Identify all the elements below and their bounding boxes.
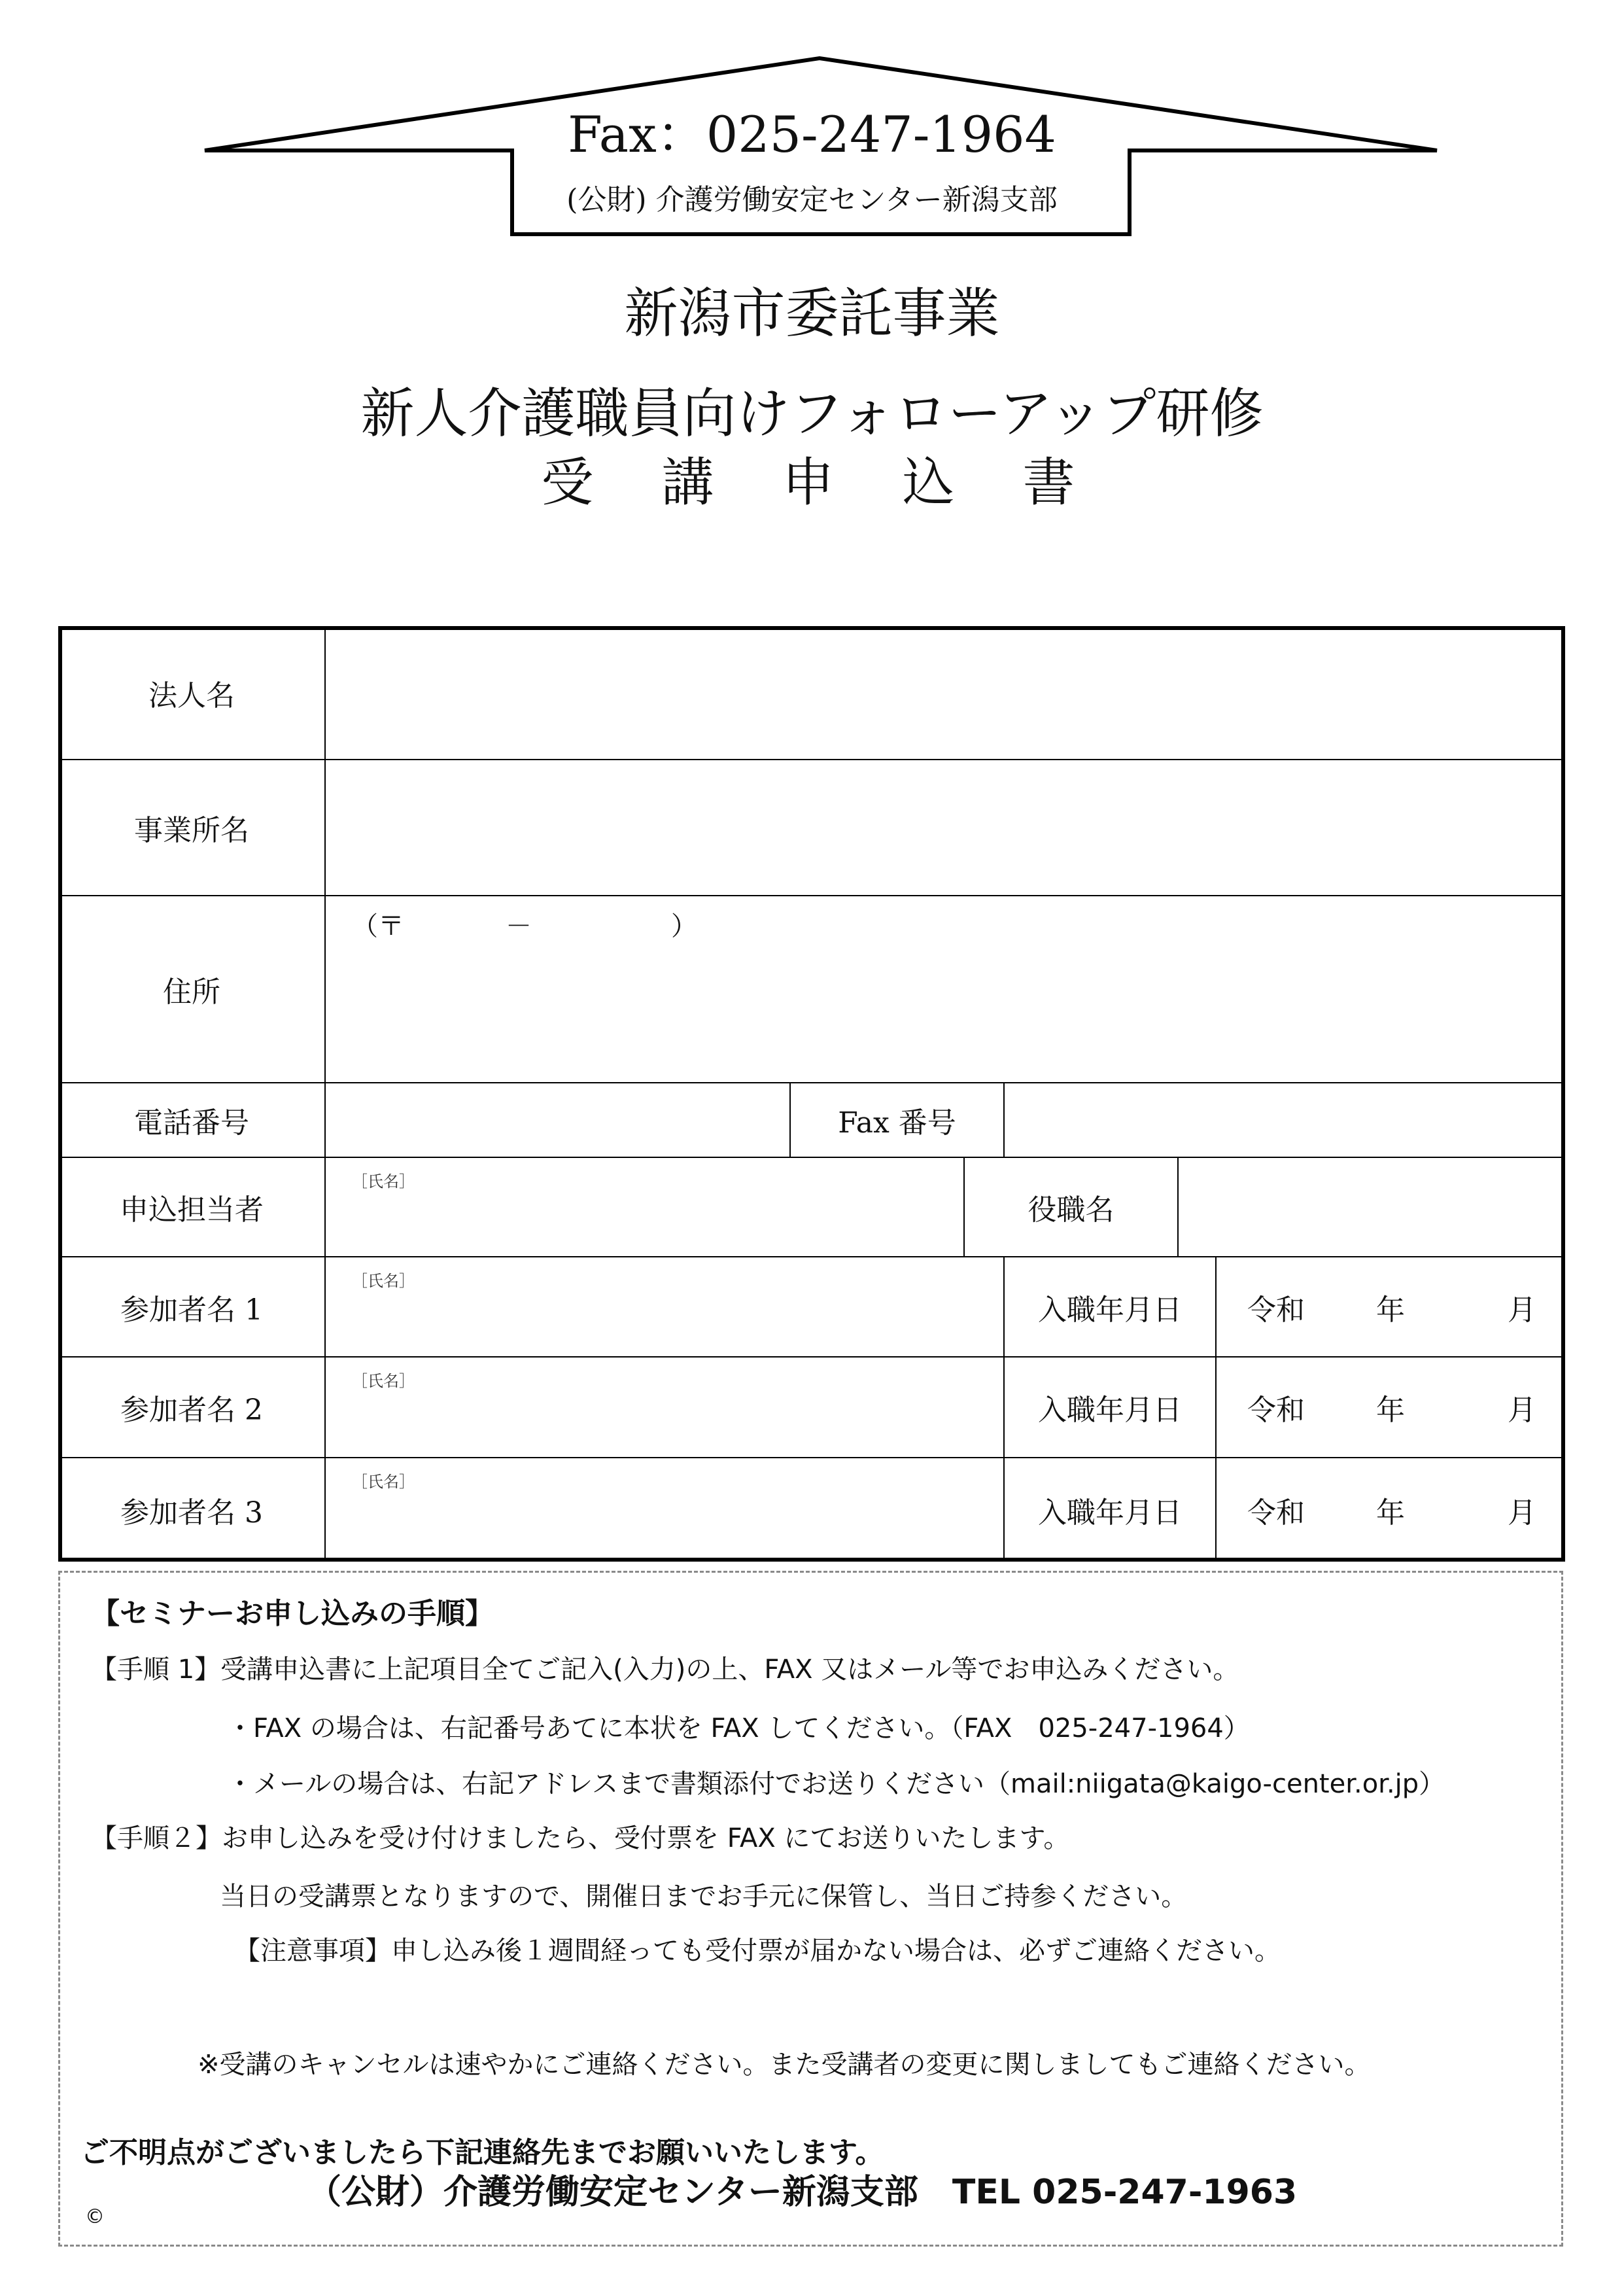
office-label (58, 760, 325, 896)
applicant-label-text: 申込担当者 (120, 1193, 264, 1227)
participant-1-hire-date-label (1004, 1257, 1216, 1357)
hire-date-label-text: 入職年月日 (1038, 1393, 1182, 1427)
fax-label-text: Fax 番号 (838, 1106, 956, 1140)
participant-2-hire-date-field[interactable] (1216, 1357, 1565, 1458)
hire-date-label-text: 入職年月日 (1038, 1293, 1182, 1327)
fax-field[interactable] (1004, 1083, 1565, 1157)
participant-2-name-field[interactable] (325, 1357, 1004, 1458)
title-commission: 新潟市委託事業 (624, 283, 1000, 345)
name-hint: ［氏名］ (352, 1473, 415, 1491)
position-label (964, 1157, 1178, 1257)
instruction-cancel-note: ※受講のキャンセルは速やかにご連絡ください。また受講者の変更に関しましてもご連絡ください。 (198, 2050, 1371, 2080)
instruction-step-1: 【手順 1】受講申込書に上記項目全てご記入(入力)の上、FAX 又はメール等でお申込みください。 (91, 1655, 1239, 1685)
phone-label-text: 電話番号 (134, 1106, 249, 1140)
instruction-step-2-note: 当日の受講票となりますので、開催日までお手元に保管し、当日ご持参ください。 (220, 1882, 1188, 1912)
phone-field[interactable] (325, 1083, 790, 1157)
participant-2-hire-date-label (1004, 1357, 1216, 1458)
era-text: 令和 (1247, 1293, 1305, 1327)
participant-2-label (58, 1357, 325, 1458)
corporation-label-text: 法人名 (148, 679, 235, 712)
office-field[interactable] (325, 760, 1565, 896)
instruction-step-1-mail: ・メールの場合は、右記アドレスまで書類添付でお送りください（mail:niigata@kaigo-center.or.jp） (227, 1769, 1445, 1799)
header-organization: (公財) 介護労働安定センター新潟支部 (566, 183, 1058, 217)
hire-date-label-text: 入職年月日 (1038, 1496, 1182, 1530)
copyright-mark: © (85, 2205, 105, 2228)
participant-1-label-text: 参加者名 1 (120, 1293, 263, 1327)
era-text: 令和 (1247, 1496, 1305, 1530)
corporation-field[interactable] (325, 626, 1565, 760)
name-hint: ［氏名］ (352, 1172, 415, 1191)
corporation-label (58, 626, 325, 760)
participant-3-hire-date-label (1004, 1458, 1216, 1562)
participant-1-name-field[interactable] (325, 1257, 1004, 1357)
name-hint: ［氏名］ (352, 1372, 415, 1390)
address-label-text: 住所 (163, 975, 220, 1009)
year-text: 年 (1376, 1496, 1405, 1530)
participant-1-hire-date-field[interactable] (1216, 1257, 1565, 1357)
participant-3-hire-date-field[interactable] (1216, 1458, 1565, 1562)
instruction-step-1-fax: ・FAX の場合は、右記番号あてに本状を FAX してください。（FAX 025-247-1964） (227, 1713, 1250, 1743)
participant-2-label-text: 参加者名 2 (120, 1393, 263, 1427)
month-text: 月 (1508, 1293, 1536, 1327)
year-text: 年 (1376, 1293, 1405, 1327)
era-text: 令和 (1247, 1393, 1305, 1427)
contact-organization-tel: （公財）介護労働安定センター新潟支部 TEL 025-247-1963 (307, 2173, 1298, 2212)
participant-1-label (58, 1257, 325, 1357)
title-application-form: 受 講 申 込 書 (541, 452, 1083, 513)
header-fax-number: Fax：025-247-1964 (568, 105, 1056, 164)
position-label-text: 役職名 (1028, 1193, 1114, 1227)
contact-inquiry: ご不明点がございましたら下記連絡先までお願いいたします。 (80, 2136, 884, 2169)
address-field[interactable] (325, 896, 1565, 1083)
participant-3-name-field[interactable] (325, 1458, 1004, 1562)
instruction-caution: 【注意事項】申し込み後１週間経っても受付票が届かない場合は、必ずご連絡ください。 (234, 1936, 1281, 1966)
office-label-text: 事業所名 (134, 814, 249, 847)
postal-code-open: （〒 (352, 911, 404, 941)
name-hint: ［氏名］ (352, 1272, 415, 1290)
postal-code-close: ） (671, 911, 697, 941)
fax-label (790, 1083, 1004, 1157)
month-text: 月 (1508, 1496, 1536, 1530)
address-label (58, 896, 325, 1083)
instructions-heading: 【セミナーお申し込みの手順】 (91, 1597, 494, 1630)
participant-3-label-text: 参加者名 3 (120, 1496, 263, 1530)
instruction-step-2: 【手順２】お申し込みを受け付けましたら、受付票を FAX にてお送りいたします。 (91, 1823, 1070, 1853)
applicant-label (58, 1157, 325, 1257)
position-field[interactable] (1178, 1157, 1565, 1257)
applicant-name-field[interactable] (325, 1157, 964, 1257)
title-training: 新人介護職員向けフォローアップ研修 (360, 383, 1264, 445)
participant-3-label (58, 1458, 325, 1562)
month-text: 月 (1508, 1393, 1536, 1427)
postal-code-dash: － (506, 911, 532, 941)
phone-label (58, 1083, 325, 1157)
year-text: 年 (1376, 1393, 1405, 1427)
